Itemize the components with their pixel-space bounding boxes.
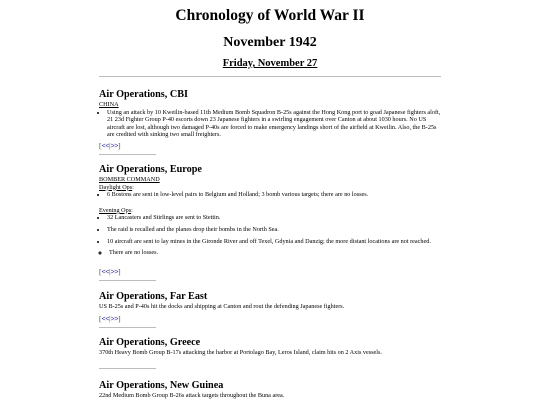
section-title: Air Operations, Far East xyxy=(99,291,208,302)
prev-link[interactable]: << xyxy=(101,267,110,276)
bullet-list xyxy=(99,191,441,199)
nav-bracket: ] xyxy=(118,141,121,150)
list-item: • 32 Lancasters and Stirlings are sent to Stettin. xyxy=(107,214,441,222)
label-colon: : xyxy=(132,183,134,191)
nav-links xyxy=(99,314,121,323)
label-colon: : xyxy=(131,206,133,214)
list-item: • 10 aircraft are sent to lay mines in the Gironde River and off Texel, Gdynia and Danzig; the more distant locations are not reached. xyxy=(107,238,441,246)
bullet-list xyxy=(99,226,441,234)
bullet-list xyxy=(99,109,441,139)
section-title: Air Operations, CBI xyxy=(99,89,188,100)
list-item: ◦ There are no losses. xyxy=(109,249,441,257)
divider xyxy=(99,280,156,281)
next-link[interactable]: >> xyxy=(110,141,119,150)
divider xyxy=(99,76,441,77)
section-text: 22nd Medium Bomb Group B-26s attack targets throughout the Buna area. xyxy=(99,392,285,399)
bullet-list xyxy=(99,238,441,246)
section-new-guinea xyxy=(99,379,441,400)
subheading-link[interactable]: CHINA xyxy=(99,101,119,108)
nav-bracket: [ xyxy=(99,267,102,276)
sub-bullet-list xyxy=(99,249,441,257)
next-link[interactable]: >> xyxy=(110,314,119,323)
divider xyxy=(99,368,156,369)
nav-links xyxy=(99,141,121,150)
list-item: • Using an attack by 10 Kweilin-based 11th Medium Bomb Squadron B-25s against the Hong Kong port to goad Japanese fighters aloft, 21 23d Fighter Group P-40 escorts down 23 Japanese fighters in a swirling engagement over Canton at about 1030 hours. No US aircraft are lost, although two damaged P-40s are forced to make emergency landings short of the airfield at Kweilin. Also, the B-25s are credited with sinking two small freighters. xyxy=(107,109,441,139)
section-far-east xyxy=(99,290,441,311)
nav-bracket: [ xyxy=(99,314,102,323)
nav-bracket: ] xyxy=(118,267,121,276)
daylight-label-text: Daylight Ops xyxy=(99,183,133,191)
bullet-list xyxy=(99,214,441,222)
page-title: Chronology of World War II xyxy=(175,7,365,24)
section-cbi xyxy=(99,88,441,139)
section-title: Air Operations, Greece xyxy=(99,337,201,348)
evening-label xyxy=(99,207,441,215)
evening-label-text: Evening Ops xyxy=(99,206,132,214)
daylight-label xyxy=(99,184,441,192)
section-title: Air Operations, Europe xyxy=(99,164,202,175)
section-europe xyxy=(99,163,441,257)
list-item: • The raid is recalled and the planes drop their bombs in the North Sea. xyxy=(107,226,441,234)
day-heading: Friday, November 27 xyxy=(222,58,318,69)
prev-link[interactable]: << xyxy=(101,314,110,323)
nav-bracket: [ xyxy=(99,141,102,150)
list-item: • 6 Bostons are sent in low-level pairs to Belgium and Holland; 3 bomb various targets; there are no losses. xyxy=(107,191,441,199)
divider xyxy=(99,327,156,328)
divider xyxy=(99,154,156,155)
nav-sep: | xyxy=(109,314,111,323)
nav-sep: | xyxy=(109,141,111,150)
subheading-link[interactable]: BOMBER COMMAND xyxy=(99,176,160,183)
section-text: 370th Heavy Bomb Group B-17s attacking the harbor at Portolago Bay, Leros Island, claim hits on 2 Axis vessels. xyxy=(99,349,382,356)
section-text: US B-25s and P-40s hit the docks and shipping at Canton and rout the defending Japanese fighters. xyxy=(99,303,345,310)
nav-bracket: ] xyxy=(118,314,121,323)
section-greece xyxy=(99,336,441,357)
nav-links xyxy=(99,267,121,276)
prev-link[interactable]: << xyxy=(101,141,110,150)
section-title: Air Operations, New Guinea xyxy=(99,380,224,391)
nav-sep: | xyxy=(109,267,111,276)
next-link[interactable]: >> xyxy=(110,267,119,276)
month-heading: November 1942 xyxy=(223,35,317,50)
